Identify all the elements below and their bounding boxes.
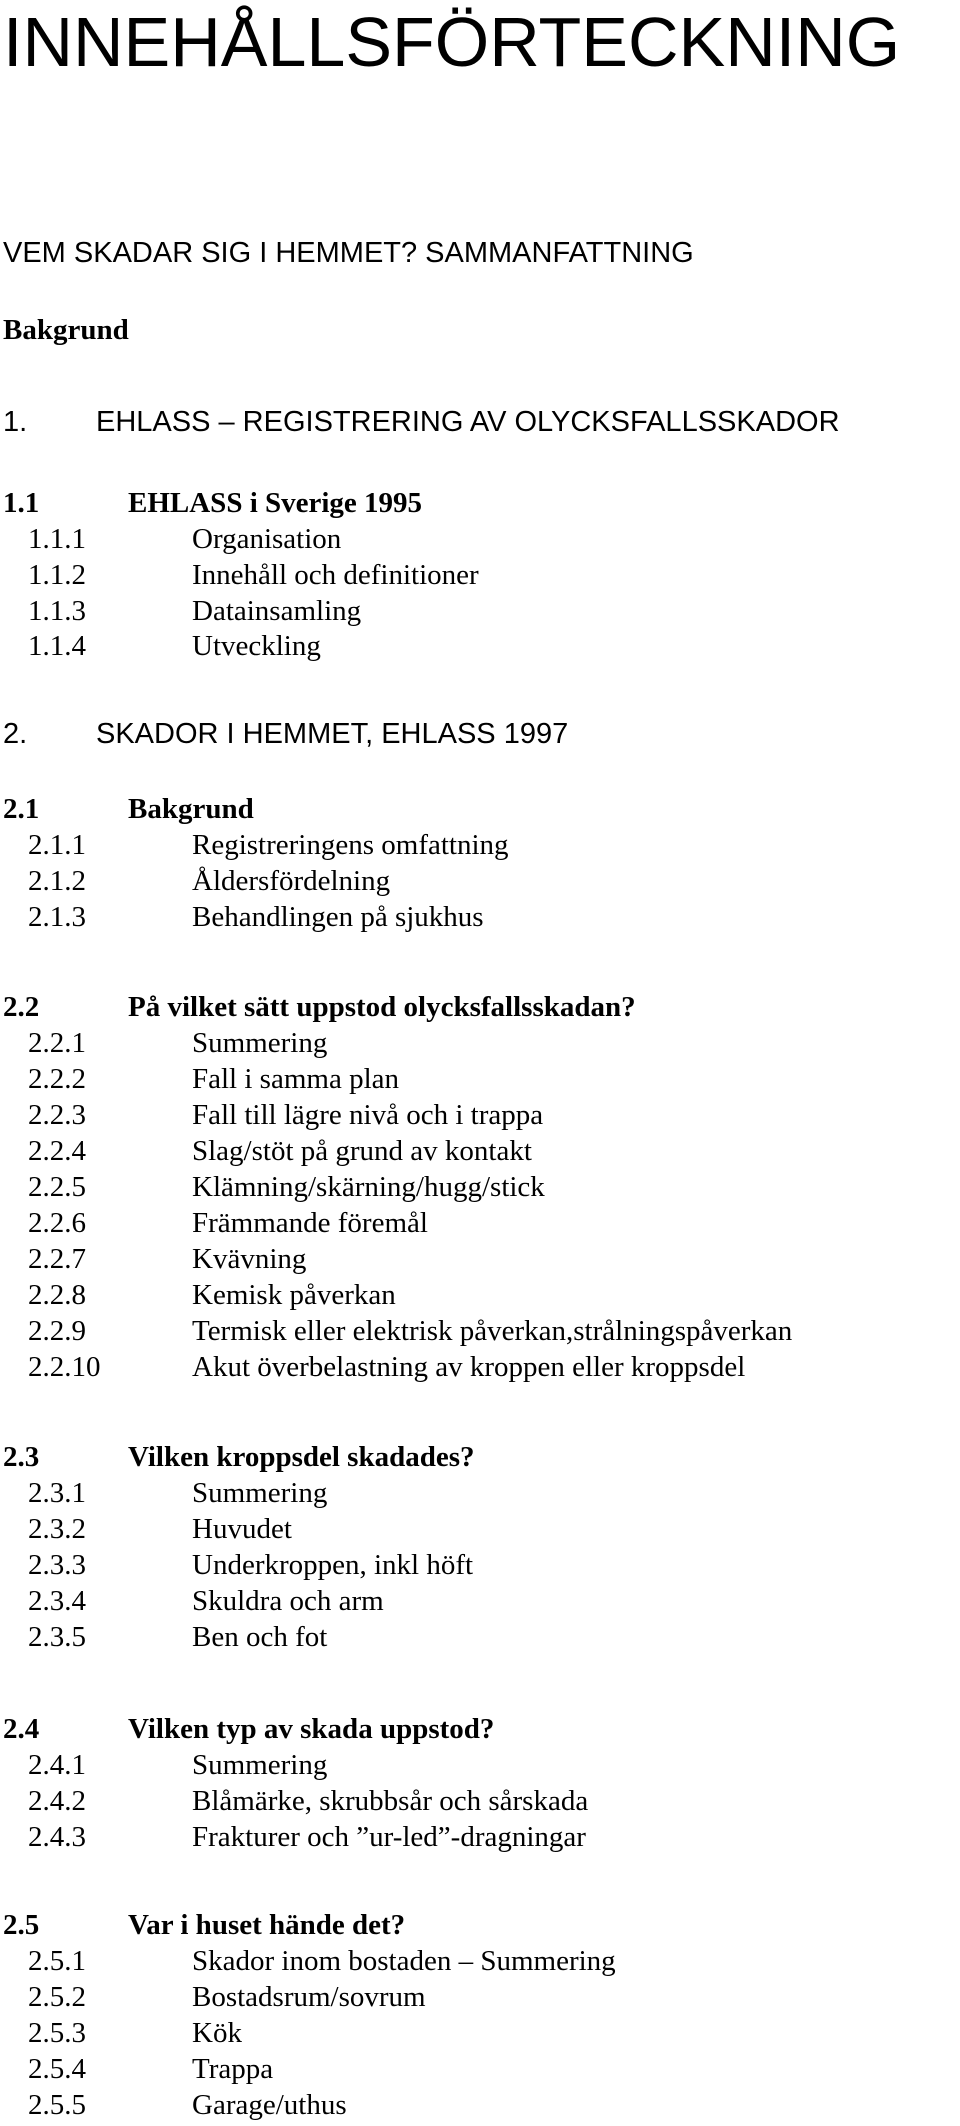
toc-entry-number: 2.3.4 [28,1585,86,1617]
toc-entry-number: 2.3.2 [28,1513,86,1545]
toc-entry-label: Behandlingen på sjukhus [192,901,484,933]
toc-entry-number: 2.3.3 [28,1549,86,1581]
toc-entry-label: Bakgrund [128,793,254,825]
toc-entry-label: Akut överbelastning av kroppen eller kroppsdel [192,1351,746,1383]
toc-entry-number: 2.4.3 [28,1821,86,1853]
toc-entry-number: 2.1.2 [28,865,86,897]
toc-entry-label: Trappa [192,2053,274,2085]
toc-entry-label: Registreringens omfattning [192,829,509,861]
toc-entry-number: 1.1 [3,487,40,519]
toc-entry-number: 2.4.2 [28,1785,86,1817]
toc-entry-label: Bostadsrum/sovrum [192,1981,426,2013]
background-heading: Bakgrund [3,314,129,346]
toc-entry-number: 2.5.5 [28,2089,86,2121]
toc-entry-number: 2.5.3 [28,2017,86,2049]
toc-entry-number: 2.2.5 [28,1171,86,1203]
toc-entry-number: 2.2.10 [28,1351,101,1383]
toc-entry-label: Datainsamling [192,595,362,627]
toc-entry-number: 2.1.3 [28,901,86,933]
toc-entry-label: Organisation [192,523,342,555]
toc-entry-number: 2.1 [3,793,40,825]
toc-entry-label: Åldersfördelning [192,865,391,897]
toc-entry-label: Frakturer och ”ur-led”-dragningar [192,1821,586,1853]
toc-entry-label: Kvävning [192,1243,307,1275]
toc-entry-label: Garage/uthus [192,2089,347,2121]
toc-entry-label: Termisk eller elektrisk påverkan,strålningspåverkan [192,1315,793,1347]
toc-entry-number: 2.2.9 [28,1315,86,1347]
toc-entry-label: Slag/stöt på grund av kontakt [192,1135,532,1167]
toc-entry-label: Klämning/skärning/hugg/stick [192,1171,545,1203]
toc-entry-number: 2.1.1 [28,829,86,861]
toc-entry-label: Fall till lägre nivå och i trappa [192,1099,544,1131]
toc-entry-label: Vilken typ av skada uppstod? [128,1713,495,1745]
toc-entry-label: På vilket sätt uppstod olycksfallsskadan? [128,991,636,1023]
toc-entry-number: 2.2.7 [28,1243,86,1275]
toc-entry-label: Summering [192,1027,328,1059]
toc-entry-label: Skador inom bostaden – Summering [192,1945,616,1977]
toc-entry-label: Innehåll och definitioner [192,559,479,591]
toc-entry-number: 2.4.1 [28,1749,86,1781]
toc-entry-number: 2.3 [3,1441,40,1473]
toc-entry-number: 2.2.4 [28,1135,86,1167]
toc-entry-number: 1.1.2 [28,559,86,591]
toc-entry-label: Blåmärke, skrubbsår och sårskada [192,1785,589,1817]
toc-entry-label: EHLASS i Sverige 1995 [128,487,423,519]
toc-entry-label: Summering [192,1477,328,1509]
toc-entry-label: Underkroppen, inkl höft [192,1549,474,1581]
toc-entry-number: 1.1.4 [28,630,86,662]
toc-entry-number: 2. [3,718,28,750]
toc-entry-label: Var i huset hände det? [128,1909,406,1941]
summary-heading: VEM SKADAR SIG I HEMMET? SAMMANFATTNING [3,237,694,269]
toc-entry-number: 2.2.8 [28,1279,86,1311]
toc-entry-number: 2.2.6 [28,1207,86,1239]
toc-entry-number: 2.3.5 [28,1621,86,1653]
toc-entry-label: Kemisk påverkan [192,1279,396,1311]
toc-entry-number: 1.1.1 [28,523,86,555]
toc-entry-number: 2.2.2 [28,1063,86,1095]
toc-entry-number: 2.5.1 [28,1945,86,1977]
toc-entry-number: 1. [3,406,28,438]
toc-entry-label: Främmande föremål [192,1207,428,1239]
toc-entry-number: 2.5 [3,1909,40,1941]
toc-entry-label: Fall i samma plan [192,1063,399,1095]
toc-entry-label: Vilken kroppsdel skadades? [128,1441,475,1473]
toc-entry-number: 2.2.3 [28,1099,86,1131]
toc-entry-number: 1.1.3 [28,595,86,627]
toc-entry-number: 2.2 [3,991,40,1023]
toc-entry-number: 2.4 [3,1713,40,1745]
toc-entry-label: EHLASS – REGISTRERING AV OLYCKSFALLSSKADOR [96,406,840,438]
toc-entry-number: 2.5.4 [28,2053,86,2085]
toc-entry-label: Ben och fot [192,1621,328,1653]
toc-entry-number: 2.5.2 [28,1981,86,2013]
toc-entry-label: Huvudet [192,1513,292,1545]
toc-entry-label: Utveckling [192,630,321,662]
toc-entry-number: 2.2.1 [28,1027,86,1059]
page-title: INNEHÅLLSFÖRTECKNING [3,3,901,81]
toc-entry-number: 2.3.1 [28,1477,86,1509]
toc-entry-label: Kök [192,2017,242,2049]
toc-entry-label: Summering [192,1749,328,1781]
toc-entry-label: SKADOR I HEMMET, EHLASS 1997 [96,718,569,750]
toc-entry-label: Skuldra och arm [192,1585,384,1617]
